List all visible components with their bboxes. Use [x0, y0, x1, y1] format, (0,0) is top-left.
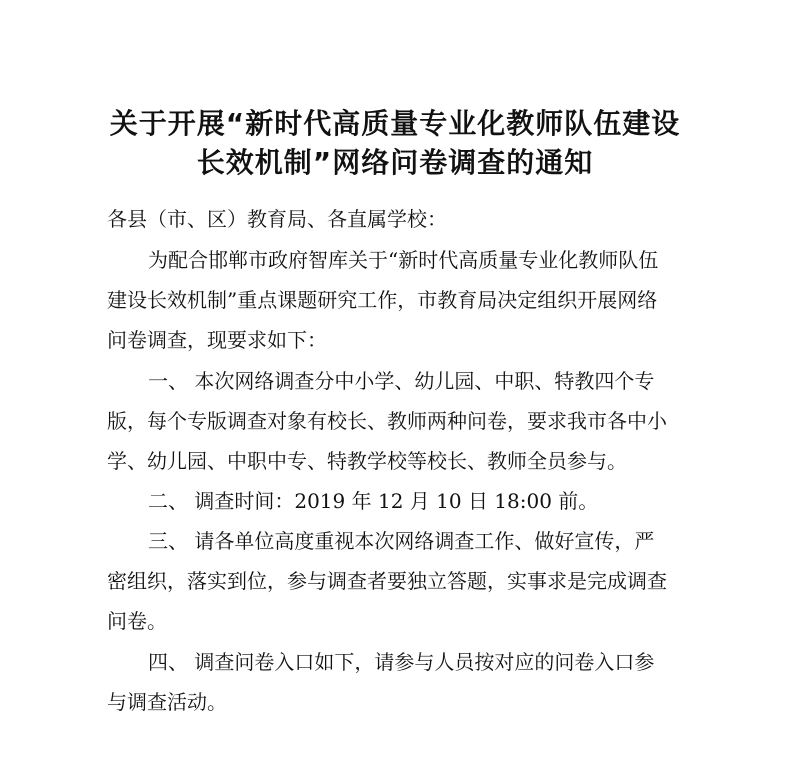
intro-paragraph-line-2: 建设长效机制”重点课题研究工作，市教育局决定组织开展网络: [107, 288, 658, 312]
item-4-line-2: 与调查活动。: [107, 690, 227, 714]
item-1-line-1: 一、 本次网络调查分中小学、幼儿园、中职、特教四个专: [148, 369, 655, 393]
salutation: 各县（市、区）教育局、各直属学校：: [107, 207, 447, 231]
item-3-line-2: 密组织，落实到位，参与调查者要独立答题，实事求是完成调查: [107, 569, 667, 593]
intro-paragraph-line-1: 为配合邯郸市政府智库关于“新时代高质量专业化教师队伍: [148, 248, 659, 272]
item-1-line-2: 版，每个专版调查对象有校长、教师两种问卷，要求我市各中小: [107, 409, 667, 433]
document-title-line-1: 关于开展“新时代高质量专业化教师队伍建设: [109, 107, 681, 140]
item-3-line-1: 三、 请各单位高度重视本次网络调查工作、做好宣传，严: [148, 529, 655, 553]
item-4-line-1: 四、 调查问卷入口如下，请参与人员按对应的问卷入口参: [148, 650, 655, 674]
intro-paragraph-line-3: 问卷调查，现要求如下：: [107, 328, 327, 352]
item-2-line-1: 二、 调查时间：2019 年 12 月 10 日 18:00 前。: [148, 489, 599, 513]
item-3-line-3: 问卷。: [107, 609, 167, 633]
document-title-line-2: 长效机制”网络问卷调查的通知: [196, 146, 594, 179]
item-1-line-3: 学、幼儿园、中职中专、特教学校等校长、教师全员参与。: [107, 449, 627, 473]
